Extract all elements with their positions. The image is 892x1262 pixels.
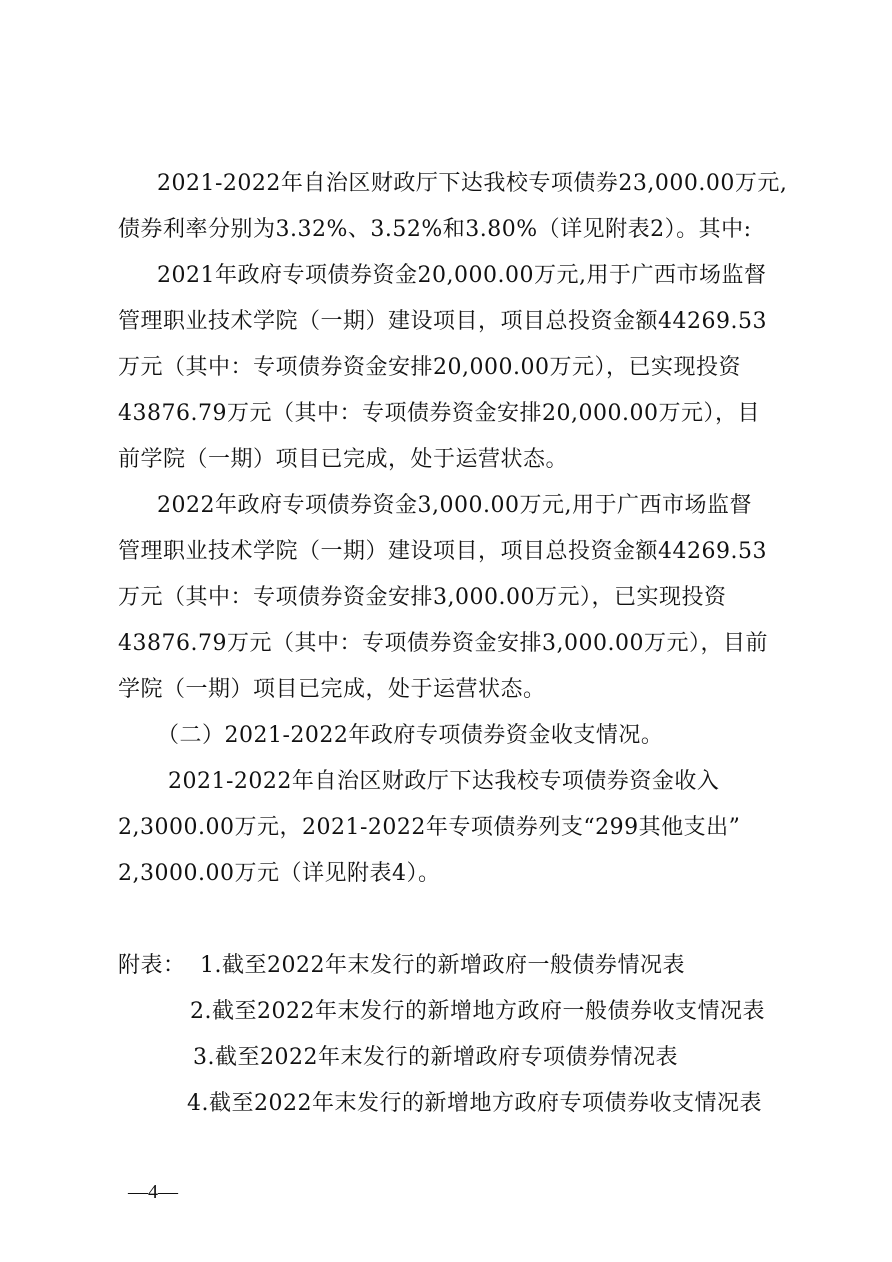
- paragraph-2-line-2: 管理职业技术学院（一期）建设项目，项目总投资金额44269.53: [118, 309, 767, 334]
- paragraph-2-line-4: 43876.79万元（其中：专项债券资金安排20,000.00万元），目: [118, 401, 760, 426]
- paragraph-3-line-1: 2022年政府专项债券资金3,000.00万元,用于广西市场监督: [157, 493, 752, 518]
- paragraph-4-line-2: 2,3000.00万元，2021-2022年专项债券列支“299其他支出”: [118, 815, 741, 840]
- appendix-label: 附表：: [118, 953, 186, 978]
- paragraph-4-line-1: 2021-2022年自治区财政厅下达我校专项债券资金收入: [168, 769, 720, 794]
- paragraph-3-line-4: 43876.79万元（其中：专项债券资金安排3,000.00万元），目前: [118, 631, 768, 656]
- paragraph-4-line-3: 2,3000.00万元（详见附表4）。: [118, 861, 441, 886]
- paragraph-1-line-2: 债券利率分别为3.32%、3.52%和3.80%（详见附表2）。其中:: [118, 217, 752, 242]
- paragraph-2-line-3: 万元（其中：专项债券资金安排20,000.00万元），已实现投资: [118, 355, 741, 380]
- section-heading: （二）2021-2022年政府专项债券资金收支情况。: [157, 723, 664, 748]
- appendix-item-3: 3.截至2022年末发行的新增政府专项债券情况表: [193, 1045, 678, 1070]
- appendix-item-2: 2.截至2022年末发行的新增地方政府一般债券收支情况表: [190, 999, 765, 1024]
- paragraph-1-line-1: 2021-2022年自治区财政厅下达我校专项债券23,000.00万元,: [157, 171, 788, 196]
- paragraph-2-line-5: 前学院（一期）项目已完成，处于运营状态。: [118, 447, 569, 472]
- paragraph-3-line-5: 学院（一期）项目已完成，处于运营状态。: [118, 677, 546, 702]
- page-number: —4—: [128, 1181, 178, 1203]
- paragraph-3-line-2: 管理职业技术学院（一期）建设项目，项目总投资金额44269.53: [118, 539, 767, 564]
- appendix-item-4: 4.截至2022年末发行的新增地方政府专项债券收支情况表: [187, 1091, 762, 1116]
- paragraph-2-line-1: 2021年政府专项债券资金20,000.00万元,用于广西市场监督: [157, 263, 767, 288]
- paragraph-3-line-3: 万元（其中：专项债券资金安排3,000.00万元），已实现投资: [118, 585, 727, 610]
- appendix-item-1: 1.截至2022年末发行的新增政府一般债券情况表: [200, 953, 685, 978]
